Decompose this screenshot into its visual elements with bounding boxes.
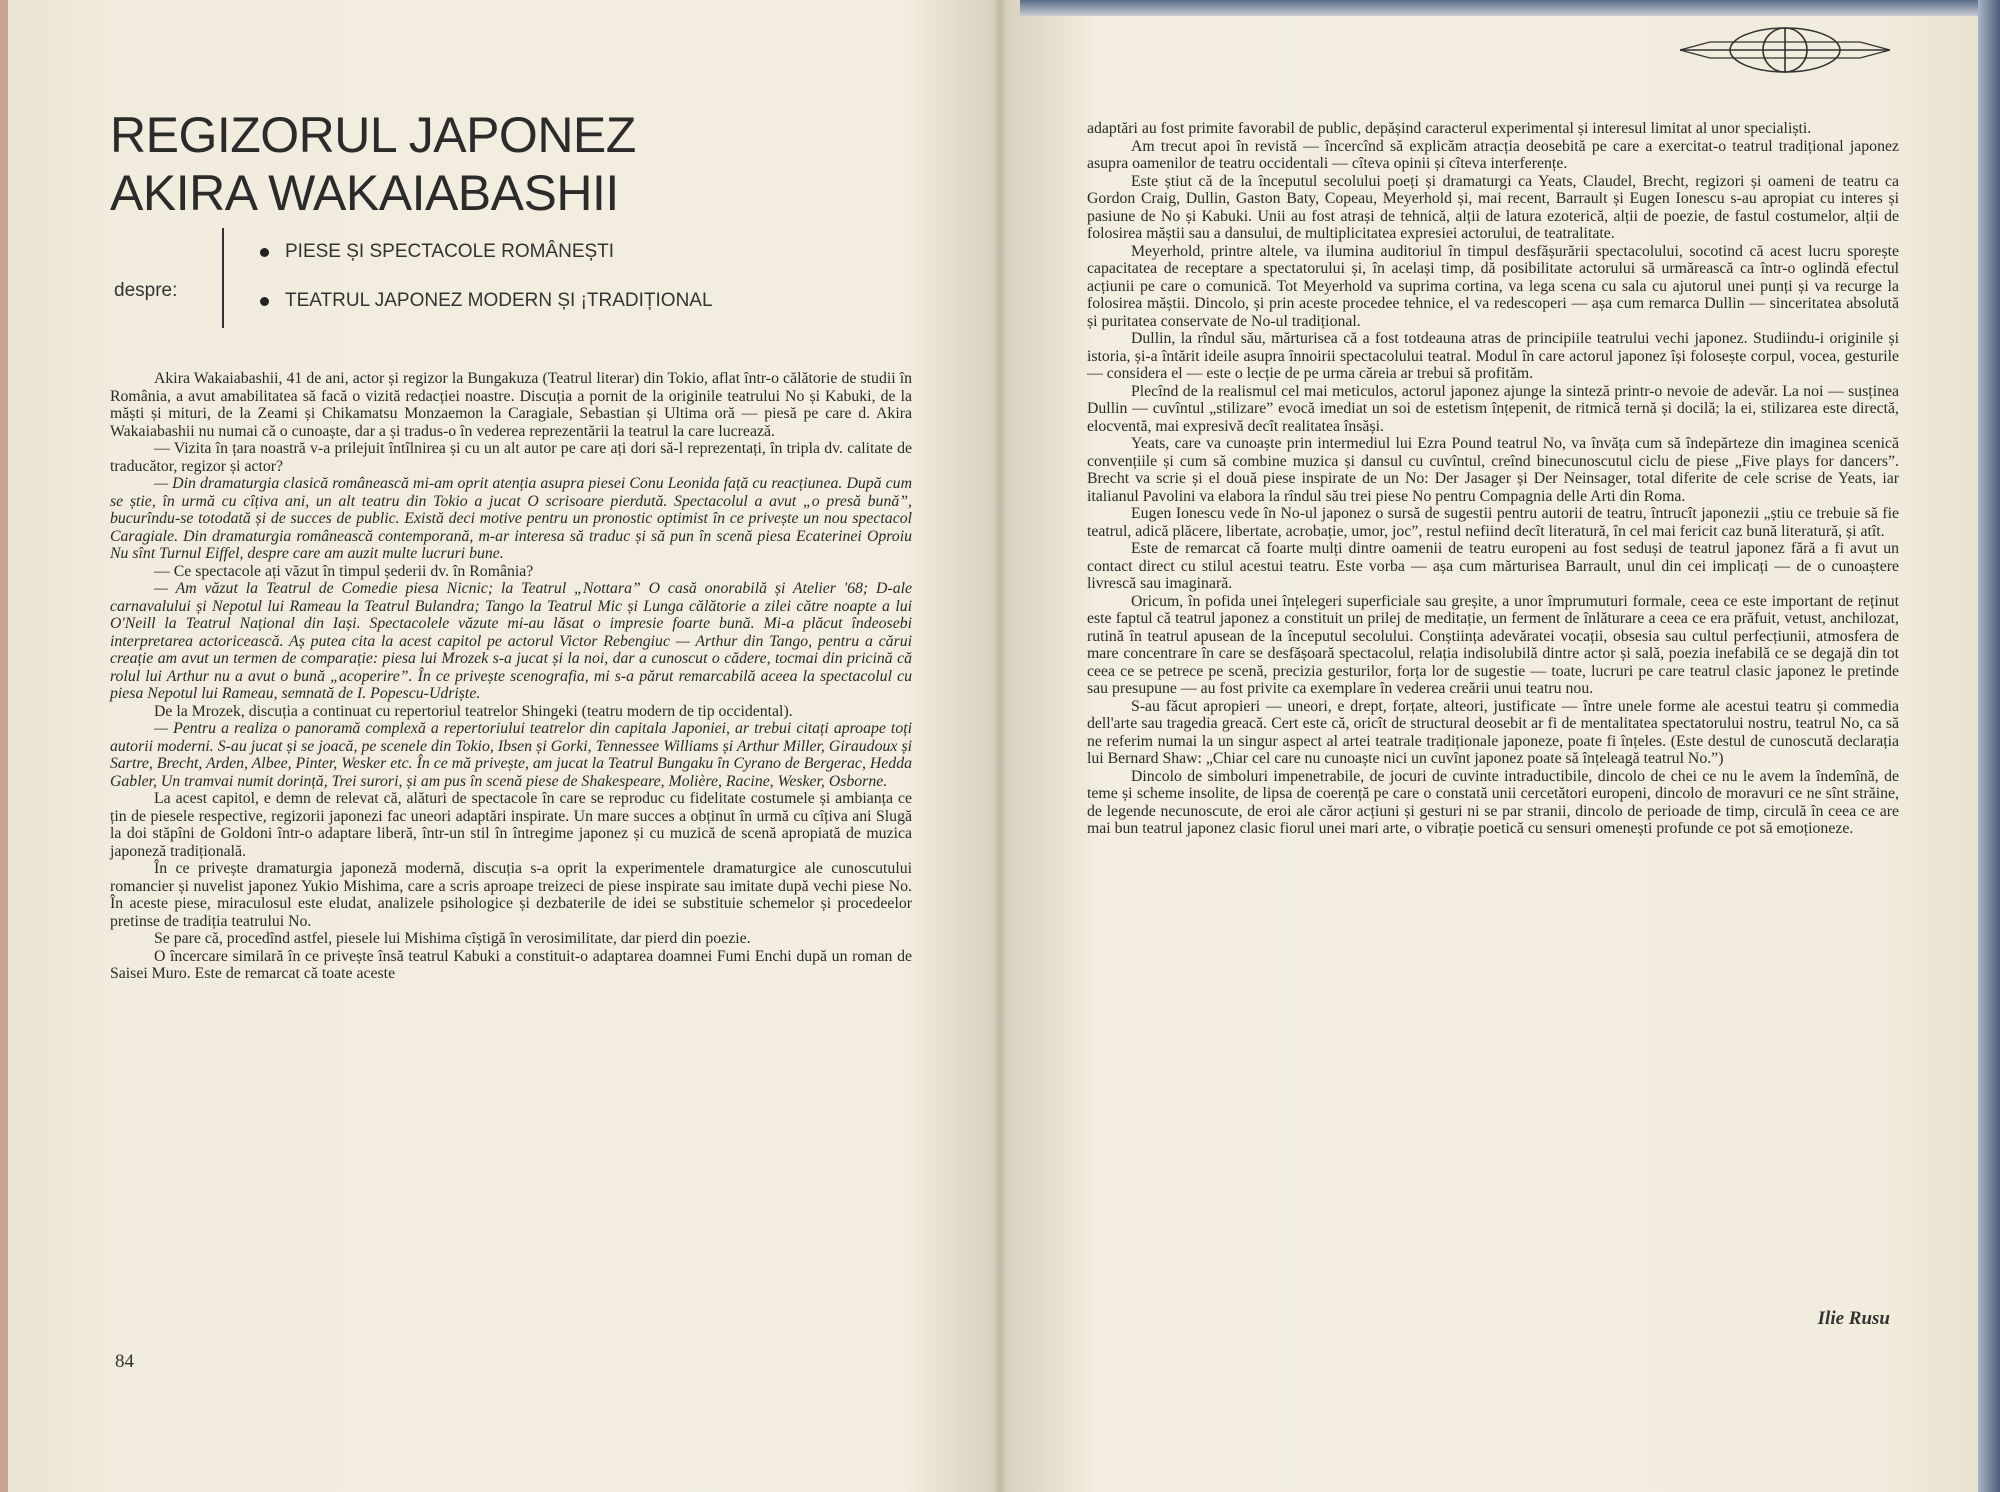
paragraph: Akira Wakaiabashii, 41 de ani, actor și regizor la Bungakuza (Teatrul literar) din Tokio, aflat într-o călătorie de studii în România, a avut amabilitatea să facă o vizită redacției noastre. Discuția a pornit de la originile teatrului No și Kabuki, de la măști și mituri, de la Zeami și Chikamatsu Monzaemon la Caragiale, Sebastian și Ultima oră — piesă pe care d. Akira Wakaiabashii nu numai că o cunoaște, dar a și tradus-o în vederea reprezentării la teatrul la care lucrează. bbox=[110, 370, 912, 440]
paragraph: Este știut că de la începutul secolului poeți și dramaturgi ca Yeats, Claudel, Brecht, regizori și oameni de teatru ca Gordon Craig, Dullin, Gaston Baty, Copeau, Meyerhold și, mai recent, Barrault și Eugen Ionescu s-au apropiat cu interes și pasiune de No și Kabuki. Unii au fost atrași de tehnică, alții de latura ezoterică, alții de poezie, de fastul costumelor, alții de folosirea măștii sau a dansului, de multiplicitatea expresiei actorului, de teatralitate. bbox=[1087, 172, 1899, 242]
paragraph: — Am văzut la Teatrul de Comedie piesa Nicnic; la Teatrul „Nottara” O casă onorabilă și Atelier '68; D-ale carnavalului și Nepotul lui Rameau la Teatrul Bulandra; Tango la Teatrul Mic și Lunga călătorie a zilei către noapte a lui O'Neill la Teatrul Național din Iași. Spectacolele văzute mi-au lăsat o impresie foarte bună. Mi-a plăcut îndeosebi interpretarea actoricească. Aș putea cita la acest capitol pe actorul Victor Rebengiuc — Arthur din Tango, pentru a cărui creație am avut un termen de comparație: piesa lui Mrozek s-a jucat și la noi, dar a cunoscut o cădere, tocmai din pricină că rolul lui Arthur nu a avut o bună „acoperire”. În ce privește scenografia, mi s-a părut remarcabilă aceea la spectacolul cu piesa Nepotul lui Rameau, semnată de I. Popescu-Udriște. bbox=[110, 580, 912, 702]
title-line-1: REGIZORUL JAPONEZ bbox=[110, 107, 636, 163]
topic-label-2: TEATRUL JAPONEZ MODERN ȘI ¡TRADIȚIONAL bbox=[285, 290, 713, 311]
paragraph: — Vizita în țara noastră v-a prilejuit întîlnirea și cu un alt autor pe care ați dori să-l reprezentați, în tripla dv. calitate de traducător, regizor și actor? bbox=[110, 440, 912, 475]
paragraph: O încercare similară în ce privește însă teatrul Kabuki a constituit-o adaptarea doamnei Fumi Enchi după un roman de Saisei Muro. Este de remarcat că toate aceste bbox=[110, 947, 912, 982]
globe-ornament-icon bbox=[1670, 20, 1900, 80]
paragraph: Dincolo de simboluri impenetrabile, de jocuri de cuvinte intraductibile, dincolo de chei ce nu le avem la îndemînă, de teme și scheme insolite, de lipsa de coerență pe care o constată unii cercetători europeni, dincolo de moravuri ce ne sînt străine, de legende necunoscute, de eroi ale căror acțiuni și gesturi ni se par stranii, dincolo de perioade de timp, circulă în ceea ce are mai bun teatrul japonez clasic fiorul unei mari arte, o vibrație poetică cu sensuri omenești profunde ce pot să emoționeze. bbox=[1087, 767, 1899, 837]
paragraph: — Ce spectacole ați văzut în timpul șederii dv. în România? bbox=[154, 562, 534, 580]
paragraph: Oricum, în pofida unei înțelegeri superficiale sau greșite, a unor împrumuturi formale, ceea ce este important de reținut este faptul că teatrul japonez a constituit un prilej de meditație, un ferment de înlăturare a ceea ce era prăfuit, vetust, anchilozat, rutină în teatrul apusean de la începutul secolului. Conștiința adevăratei vocații, obsesia sau cultul perfecțiunii, atmosfera de mare concentrare în care se desfășoară spectacolul, relația indisolubilă dintre actor și sală, poezia inefabilă ce se degajă din tot ceea ce se petrece pe scenă, precizia gesturilor, forța lor de sugestie — toate, lucruri pe care teatrul clasic japonez le pretinde sau presupune — au fost privite ca exemplare în vederea creării unui teatru nou. bbox=[1087, 592, 1899, 697]
left-page bbox=[12, 18, 990, 1478]
paragraph: — Din dramaturgia clasică românească mi-am oprit atenția asupra piesei Conu Leonida față cu reacțiunea. După cum se știe, în urmă cu cîțiva ani, un alt teatru din Tokio a jucat O scrisoare pierdută. Spectacolul a avut „o presă bună”, bucurîndu-se totodată și de succes de public. Există deci motive pentru un pronostic optimist în ce privește un nou spectacol Caragiale. Din dramaturgia românească contemporană, m-ar interesa să traduc și să pun în scenă piesa Ecaterinei Oproiu Nu sînt Turnul Eiffel, despre care am auzit multe lucruri bune. bbox=[110, 475, 912, 562]
book-cover-edge-right bbox=[1978, 0, 2000, 1492]
title-line-2: AKIRA WAKAIABASHII bbox=[110, 165, 619, 221]
paragraph: Eugen Ionescu vede în No-ul japonez o sursă de sugestii pentru autorii de teatru, întrucît japonezii „știu ce trebuie să fie teatrul, adică plăcere, libertate, acrobație, umor, joc”, restul nefiind decît literatură, în cel mai fericit caz bună literatură, și atît. bbox=[1087, 505, 1899, 540]
paragraph: Am trecut apoi în revistă — încercînd să explicăm atracția deosebită pe care a exercitat-o teatrul tradițional japonez asupra oamenilor de teatru occidentali — cîteva opinii și cîteva interferențe. bbox=[1087, 137, 1899, 172]
paragraph: Este de remarcat că foarte mulți dintre oamenii de teatru europeni au fost seduși de teatrul japonez fără a fi avut un contact direct cu stilul acestui teatru. Este vorba — așa cum mărturisea Barrault, unul din cei implicați — de o cunoaștere livrescă sau imaginară. bbox=[1087, 540, 1899, 592]
paragraph: Dullin, la rîndul său, mărturisea că a fost totdeauna atras de principiile teatrului vechi japonez. Studiindu-i originile și istoria, și-a întărit ideile asupra înnoirii spectacolului teatral. Modul în care actorul japonez își folosește corpul, vocea, gesturile — considera el — este o lecție de pe urma căreia ar trebui să profităm. bbox=[1087, 330, 1899, 382]
paragraph: În ce privește dramaturgia japoneză modernă, discuția s-a oprit la experimentele dramaturgice ale cunoscutului romancier și nuvelist japonez Yukio Mishima, care a scris aproape treizeci de piese inspirate sau imitate după vechi piese No. În aceste piese, miraculosul este eludat, analizele psihologice și dezbaterile de idei se substituie schemelor și procedeelor pretinse de tradiția teatrului No. bbox=[110, 860, 912, 930]
paragraph: La acest capitol, e demn de relevat că, alături de spectacole în care se reproduc cu fidelitate costumele și ambianța ce țin de piesele respective, regizorii japonezi fac uneori adaptări inspirate. Un mare succes a obținut în urmă cu cîțiva ani Slugă la doi stăpîni de Goldoni într-o adaptare liberă, într-un stil în întregime japonez și cu muzică de scenă apropiată de muzica japoneză tradițională. bbox=[110, 790, 912, 860]
paragraph: adaptări au fost primite favorabil de public, depășind caracterul experimental și interesul limitat al unor specialiști. bbox=[1087, 120, 1812, 137]
book-cover-edge-top bbox=[1020, 0, 1978, 16]
paragraph: Plecînd de la realismul cel mai meticulos, actorul japonez ajunge la sinteză printr-o nevoie de adevăr. La noi — susținea Dullin — cuvîntul „stilizare” evocă imediat un soi de estetism înțepenit, de ritmică ternă și docilă; la ei, stilizarea este directă, elocventă, mai expresivă decît realitatea însăși. bbox=[1087, 382, 1899, 435]
bullet-icon bbox=[260, 297, 269, 306]
paragraph: De la Mrozek, discuția a continuat cu repertoriul teatrelor Shingeki (teatru modern de tip occidental). bbox=[154, 702, 793, 720]
paragraph: — Pentru a realiza o panoramă complexă a repertoriului teatrelor din capitala Japoniei, ar trebui citați aproape toți autorii moderni. S-au jucat și se joacă, pe scenele din Tokio, Ibsen și Gorki, Tennessee Williams și Arthur Miller, Giraudoux și Sartre, Brecht, Arden, Albee, Pinter, Wesker etc. În ce mă privește, am jucat la Teatrul Bungaku în Cyrano de Bergerac, Hedda Gabler, Un tramvai numit dorință, Trei surori, și am pus în scenă piese de Shakespeare, Molière, Racine, Wesker, Osborne. bbox=[110, 720, 912, 790]
topic-label-1: PIESE ȘI SPECTACOLE ROMÂNEȘTI bbox=[285, 241, 615, 262]
paragraph: Meyerhold, printre altele, va ilumina auditoriul în timpul desfășurării spectacolului, socotind că acest lucru sporește capacitatea de receptare a spectatorului și, în același timp, dă posibilitate actorului să urmărească ca într-o oglindă efectul acțiunii pe care o comunică. Tot Meyerhold va suprima cortina, va lega scena cu sala cu ajutorul unei punți și va recurge la folosirea măștii. Dincolo, și prin aceste procedee tehnice, el va redescoperi — așa cum remarca Dullin — sinceritatea absolută și puritatea conservate de No-ul tradițional. bbox=[1087, 242, 1899, 330]
paragraph: Yeats, care va cunoaște prin intermediul lui Ezra Pound teatrul No, va învăța cum să îndepărteze din imaginea scenică convențiile și cum să combine muzica și dansul cu cuvîntul, creînd binecunoscutul ciclu de piese „Five plays for dancers”. Brecht va scrie și el două piese inspirate de un No: Der Jasager și Der Neinsager, total diferite de cele scrise de Yeats, iar italianul Pavolini va elabora la rîndul său trei piese No pentru Compagnia delle Arti din Roma. bbox=[1087, 435, 1899, 505]
paragraph: Se pare că, procedînd astfel, piesele lui Mishima cîștigă în verosimilitate, dar pierd din poezie. bbox=[154, 930, 751, 947]
right-page bbox=[1010, 18, 1978, 1478]
vertical-divider bbox=[222, 228, 224, 328]
paragraph: S-au făcut apropieri — uneori, e drept, forțate, alteori, justificate — între unele forme ale acestui teatru și commedia dell'arte sau tragedia greacă. Cert este că, oricît de structural deosebit ar fi de mentalitatea spectatorului nostru, teatrul No, ca să ne referim numai la un singur aspect al artei teatrale tradiționale japoneze, poate fi înțeles. (Este destul de cunoscută declarația lui Bernard Shaw: „Chiar cel care nu cunoaște nici un cuvînt japonez poate să înțeleagă teatrul No.”) bbox=[1087, 697, 1899, 767]
bullet-icon bbox=[260, 248, 269, 257]
about-label: despre: bbox=[114, 280, 178, 301]
topic-item-2 bbox=[260, 290, 713, 312]
topic-item-1 bbox=[260, 241, 614, 263]
article-title bbox=[110, 106, 636, 222]
author-signature: Ilie Rusu bbox=[1817, 1308, 1890, 1329]
right-article-body bbox=[1087, 120, 1899, 838]
page-number: 84 bbox=[115, 1351, 134, 1372]
book-cover-edge-left bbox=[0, 0, 8, 1492]
left-article-body bbox=[110, 370, 912, 983]
